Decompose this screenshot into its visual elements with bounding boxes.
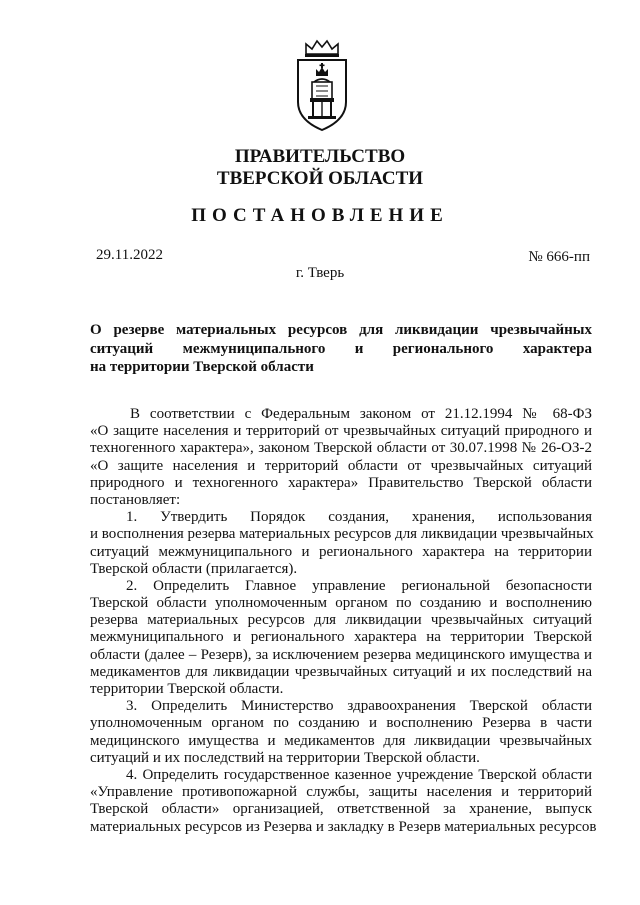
body-line: области (далее – Резерв), за исключением резерва медицинского имущества и (90, 646, 592, 663)
body-line: медикаментов для ликвидации чрезвычайных ситуаций и их последствий на (90, 663, 592, 680)
body-line: межмуниципального и регионального характера на территории Тверской (90, 629, 592, 646)
body-line: территории Тверской области. (90, 681, 284, 697)
body-line: и восполнения резерва материальных ресурсов для ликвидации чрезвычайных (90, 526, 594, 543)
body-line: ситуаций межмуниципального и регионального характера на территории (90, 543, 592, 560)
body-line: природного и техногенного характера» Правительство Тверской области (90, 474, 592, 491)
body-line: техногенного характера», законом Тверской области от 30.07.1998 № 26-ОЗ-2 (90, 440, 592, 457)
body-line: материальных ресурсов из Резерва и закладку в Резерв материальных ресурсов (90, 818, 597, 835)
decree-body (90, 406, 597, 836)
body-line: «О защите населения и территорий от чрезвычайных ситуаций природного и (90, 423, 592, 440)
decree-date: 29.11.2022 (96, 247, 163, 263)
decree-city: г. Тверь (295, 265, 345, 281)
decree-heading (90, 321, 592, 377)
body-line: Тверской области уполномоченным органом по созданию и восполнению (90, 595, 592, 612)
heading-line: на территории Тверской области (90, 359, 314, 375)
heading-line: О резерве материальных ресурсов для ликвидации чрезвычайных (90, 322, 592, 338)
body-line: резерва материальных ресурсов для ликвидации чрезвычайных ситуаций (90, 612, 592, 629)
body-line: «Управление противопожарной службы, защиты населения и территорий (90, 784, 592, 801)
tver-oblast-coat-of-arms-icon (292, 38, 352, 134)
body-line: В соответствии с Федеральным законом от 21.12.1994 № 68-ФЗ (130, 406, 592, 422)
body-line: Тверской области (прилагается). (90, 560, 298, 577)
body-line: 1. Утвердить Порядок создания, хранения, использования (126, 509, 592, 526)
body-line: ситуаций и их последствий на территории Тверской области. (90, 749, 480, 766)
body-line: 3. Определить Министерство здравоохранения Тверской области (126, 698, 592, 715)
decree-number: № 666-пп (528, 249, 590, 265)
body-line: уполномоченным органом по созданию и восполнению Резерва в части (90, 715, 592, 732)
heading-line: ситуаций межмуниципального и регионального характера (90, 340, 592, 357)
document-type-title: ПОСТАНОВЛЕНИЕ (191, 205, 449, 226)
body-line: 4. Определить государственное казенное учреждение Тверской области (126, 766, 592, 783)
body-line: постановляет: (90, 491, 181, 508)
body-line: «О защите населения и территорий области от чрезвычайных ситуаций (90, 457, 592, 474)
body-line: 2. Определить Главное управление региональной безопасности (126, 577, 592, 594)
government-title-line1: ПРАВИТЕЛЬСТВО (234, 146, 406, 167)
government-title-line2: ТВЕРСКОЙ ОБЛАСТИ (216, 168, 424, 189)
body-line: Тверской области» организацией, ответственной за хранение, выпуск (90, 801, 592, 818)
body-line: медицинского имущества и медикаментов для ликвидации чрезвычайных (90, 732, 592, 749)
